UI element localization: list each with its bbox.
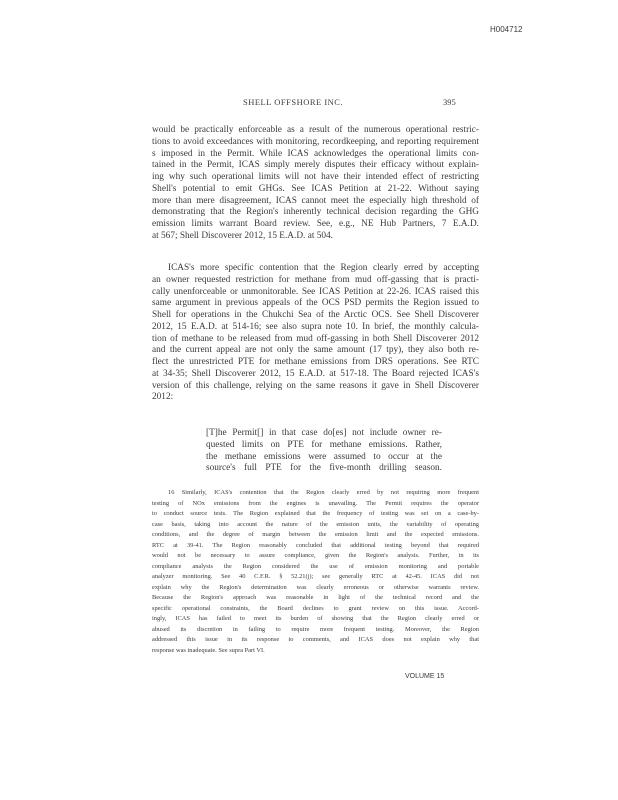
text-line: demonstrating that the Region's inherently technical decision regarding the GHG xyxy=(152,207,479,218)
text-line: the methane emissions were assumed to occur at the xyxy=(206,451,442,462)
text-line: Because the Region's approach was reasonable in light of the technical record and the xyxy=(152,594,479,601)
text-line: compliance analysis the Region considered the use of emission monitoring and portable xyxy=(152,562,479,570)
text-line: to conduct source tests. The Region explained that the frequency of testing was set on a case-by- xyxy=(152,510,479,517)
paragraph-2 xyxy=(152,263,479,404)
text-line: an owner requested restriction for methane from mud off-gassing that is practi- xyxy=(152,274,479,285)
text-line: flect the unrestricted PTE for methane emissions from DRS operations. See RTC xyxy=(152,357,479,367)
text-line: conditions, and the degree of margin between the emission limit and the expected emissions. xyxy=(152,531,479,538)
text-line: Shell for operations in the Chukchi Sea of the Arctic OCS. See Shell Discoverer xyxy=(152,310,479,320)
text-line: emission limits warrant Board review. See, e.g., NE Hub Partners, 7 E.A.D. xyxy=(152,219,479,229)
text-line: abused its discretion in failing to require more frequent testing. Moreover, the Region xyxy=(152,625,479,633)
text-line: ing why such operational limits will not have their intended effect of restricting xyxy=(152,172,479,182)
text-line: would be practically enforceable as a result of the numerous operational restric- xyxy=(152,125,479,135)
text-line: and the current appeal are not only the same amount (17 tpy), they also both re- xyxy=(152,345,479,356)
running-head: SHELL OFFSHORE INC. xyxy=(243,97,344,107)
text-line: tion of methane to be released from mud off-gassing in both Shell Discoverer 2012 xyxy=(152,333,479,344)
text-line: cally unenforceable or unmonitorable. See ICAS Petition at 22-26. ICAS raised this xyxy=(152,286,479,297)
text-line: ingly, ICAS has failed to meet its burden of showing that the Region clearly erred or xyxy=(152,615,479,622)
text-line: tained in the Permit, ICAS simply merely disputes their efficacy without explain- xyxy=(152,160,479,171)
text-line: testing of NOx emissions from the engines is unavailing. The Permit requires the operator xyxy=(152,499,479,507)
text-line: case basis, taking into account the nature of the emission units, the variability of operating xyxy=(152,520,479,528)
bates-number: H004712 xyxy=(490,25,523,34)
text-line: [T]he Permit[] in that case do[es] not include owner re- xyxy=(206,428,442,438)
text-line: explain why the Region's determination was clearly erroneous or otherwise warrants review. xyxy=(152,583,479,591)
text-line: s imposed in the Permit. While ICAS acknowledges the operational limits con- xyxy=(152,148,479,159)
text-line: addressed this issue in its response to comments, and ICAS does not explain why that xyxy=(152,636,479,643)
volume-footer: VOLUME 15 xyxy=(405,673,445,680)
text-line: RTC at 39-41. The Region reasonably concluded that additional testing beyond that required xyxy=(152,541,479,549)
text-line: at 34-35; Shell Discoverer 2012, 15 E.A.D. at 517-18. The Board rejected ICAS's xyxy=(152,368,479,379)
text-line: same argument in previous appeals of the OCS PSD permits the Region issued to xyxy=(152,298,479,309)
text-line: 2012, 15 E.A.D. at 514-16; see also supra note 10. In brief, the monthly calcula- xyxy=(152,321,479,332)
text-line: specific operational constraints, the Board declines to grant review on this issue. Accord- xyxy=(152,604,479,612)
text-line: version of this challenge, relying on the same reasons it gave in Shell Discoverer xyxy=(152,380,479,391)
text-line: more than mere disagreement, ICAS cannot meet the especially high threshold of xyxy=(152,195,479,206)
page-number: 395 xyxy=(443,97,456,107)
text-line: 2012: xyxy=(152,392,174,403)
text-line: 16 Similarly, ICAS's contention that the Region clearly erred by not requiring more frequent xyxy=(168,489,479,496)
text-line: response was inadequate. See supra Part VI. xyxy=(152,646,265,654)
text-line: Shell's potential to emit GHGs. See ICAS Petition at 21-22. Without saying xyxy=(152,183,479,194)
text-line: at 567; Shell Discoverer 2012, 15 E.A.D. at 504. xyxy=(152,230,333,241)
text-line: analyzer monitoring. See 40 C.F.R. § 52.21(j); see generally RTC at 42-45. ICAS did not xyxy=(152,573,479,580)
text-line: would not be necessary to assure compliance, given the Region's analysis. Further, in its xyxy=(152,552,479,559)
footnote xyxy=(152,488,479,656)
text-line: source's full PTE for the five-month drilling season. xyxy=(206,463,442,474)
paragraph-1 xyxy=(152,125,479,243)
text-line: ICAS's more specific contention that the Region clearly erred by accepting xyxy=(168,263,479,273)
block-quote xyxy=(206,428,442,475)
text-line: quested limits on PTE for methane emissions. Rather, xyxy=(206,439,442,450)
text-line: tions to avoid exceedances with monitoring, recordkeeping, and reporting requirement xyxy=(152,136,479,147)
